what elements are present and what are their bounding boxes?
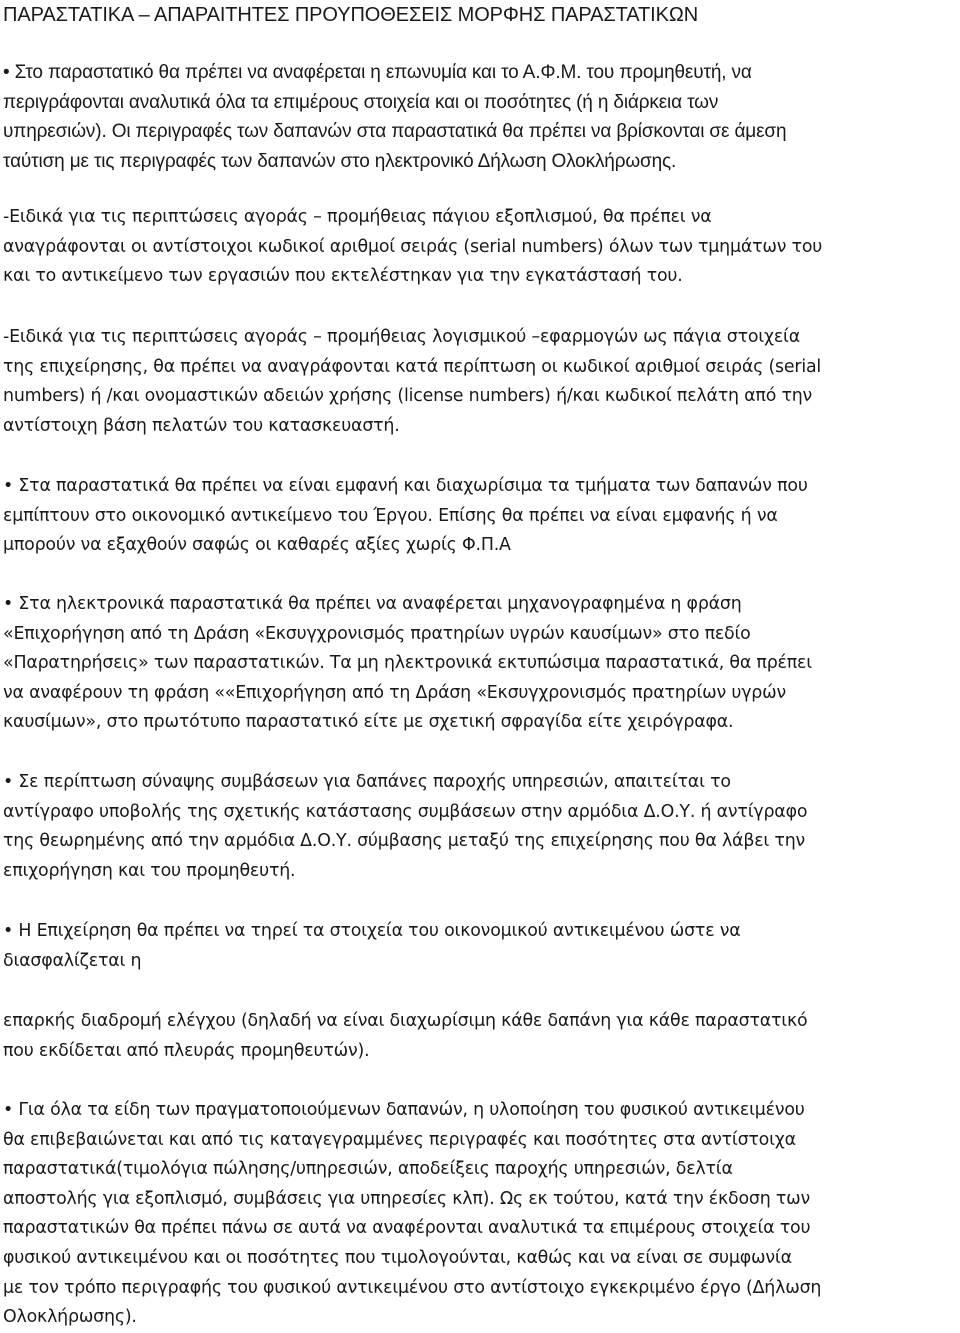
paragraph-separable-costs — [3, 472, 955, 561]
paragraph-line: αναγράφονται οι αντίστοιχοι κωδικοί αριθμοί σειράς (serial numbers) όλων των τμημάτων του — [3, 236, 823, 257]
paragraph-software — [3, 323, 955, 441]
paragraph-line: «Επιχορήγηση από τη Δράση «Εκσυγχρονισμός πρατηρίων υγρών καυσίμων» στο πεδίο — [3, 623, 751, 644]
paragraph-line: Ολοκλήρωσης). — [3, 1307, 137, 1328]
paragraph-service-contracts — [3, 768, 955, 886]
paragraph-line: με τον τρόπο περιγραφής του φυσικού αντικειμένου στο αντίστοιχο εγκεκριμένο έργο (Δήλωση — [3, 1277, 822, 1298]
paragraph-line: της επιχείρησης, θα πρέπει να αναγράφονται κατά περίπτωση οι κωδικοί αριθμοί σειράς (serial — [3, 356, 822, 377]
paragraph-records — [3, 917, 955, 976]
paragraph-line: και το αντικείμενο των εργασιών που εκτελέστηκαν για την εγκατάστασή του. — [3, 266, 683, 287]
paragraph-line: • Στα ηλεκτρονικά παραστατικά θα πρέπει να αναφέρεται μηχανογραφημένα η φράση — [3, 594, 742, 614]
paragraph-line: • Στο παραστατικό θα πρέπει να αναφέρεται η επωνυμία και το Α.Φ.Μ. του προμηθευτή, να — [3, 62, 752, 83]
paragraph-line: διασφαλίζεται η — [3, 950, 142, 971]
paragraph-line: • Σε περίπτωση σύναψης συμβάσεων για δαπάνες παροχής υπηρεσιών, απαιτείται το — [3, 772, 731, 792]
paragraph-line: numbers) ή /και ονομαστικών αδειών χρήσης (license numbers) ή/και κωδικοί πελάτη από την — [3, 386, 813, 407]
paragraph-line: • Στα παραστατικά θα πρέπει να είναι εμφανή και διαχωρίσιμα τα τμήματα των δαπανών που — [3, 476, 808, 496]
paragraph-line: να αναφέρουν τη φράση ««Επιχορήγηση από τη Δράση «Εκσυγχρονισμός πρατηρίων υγρών — [3, 682, 787, 703]
paragraph-line: παραστατικών θα πρέπει πάνω σε αυτά να αναφέρονται αναλυτικά τα επιμέρους στοιχεία του — [3, 1218, 811, 1239]
paragraph-line: • Η Επιχείρηση θα πρέπει να τηρεί τα στοιχεία του οικονομικού αντικειμένου ώστε να — [3, 921, 741, 941]
paragraph-line: -Ειδικά για τις περιπτώσεις αγοράς – προμήθειας λογισμικού –εφαρμογών ως πάγια στοιχεία — [3, 327, 800, 347]
paragraph-line: αντίγραφο υποβολής της σχετικής κατάστασης συμβάσεων στην αρμόδια Δ.Ο.Υ. ή αντίγραφο — [3, 801, 808, 822]
paragraph-line: • Για όλα τα είδη των πραγματοποιούμενων δαπανών, η υλοποίηση του φυσικού αντικειμένου — [3, 1100, 805, 1120]
paragraph-grant-phrase — [3, 590, 955, 738]
paragraph-supplier-details — [3, 58, 955, 176]
paragraph-line: καυσίμων», στο πρωτότυπο παραστατικό είτε με σχετική σφραγίδα είτε χειρόγραφα. — [3, 712, 734, 733]
paragraph-line: παραστατικά(τιμολόγια πώλησης/υπηρεσιών, αποδείξεις παροχής υπηρεσιών, δελτία — [3, 1159, 733, 1180]
paragraph-line: -Ειδικά για τις περιπτώσεις αγοράς – προμήθειας πάγιου εξοπλισμού, θα πρέπει να — [3, 207, 712, 227]
paragraph-line: αντίστοιχη βάση πελατών του κατασκευαστή. — [3, 415, 400, 436]
paragraph-audit-trail — [3, 1007, 955, 1066]
paragraph-line: της θεωρημένης από την αρμόδια Δ.Ο.Υ. σύμβασης μεταξύ της επιχείρησης που θα λάβει την — [3, 831, 806, 852]
paragraph-line: εμπίπτουν στο οικονομικό αντικείμενο του Έργου. Επίσης θα πρέπει να είναι εμφανής ή να — [3, 505, 778, 526]
document-title: ΠΑΡΑΣΤΑΤΙΚΑ – ΑΠΑΡΑΙΤΗΤΕΣ ΠΡΟΥΠΟΘΕΣΕΙΣ ΜΟΡΦΗΣ ΠΑΡΑΣΤΑΤΙΚΩΝ — [3, 4, 699, 26]
paragraph-line: υπηρεσιών). Οι περιγραφές των δαπανών στα παραστατικά θα πρέπει να βρίσκονται σε άμεση — [3, 121, 787, 142]
paragraph-line: αποστολής για εξοπλισμό, συμβάσεις για υπηρεσίες κλπ). Ως εκ τούτου, κατά την έκδοση των — [3, 1188, 811, 1209]
paragraph-fixed-equipment — [3, 203, 955, 292]
paragraph-line: θα επιβεβαιώνεται και από τις καταγεγραμμένες περιγραφές και ποσότητες στα αντίστοιχα — [3, 1129, 796, 1150]
paragraph-line: επιχορήγηση και του προμηθευτή. — [3, 860, 296, 881]
paragraph-line: επαρκής διαδρομή ελέγχου (δηλαδή να είναι διαχωρίσιμη κάθε δαπάνη για κάθε παραστατικό — [3, 1011, 808, 1031]
paragraph-line: ταύτιση με τις περιγραφές των δαπανών στο ηλεκτρονικό Δήλωση Ολοκλήρωσης. — [3, 150, 677, 172]
paragraph-line: περιγράφονται αναλυτικά όλα τα επιμέρους στοιχεία και οι ποσότητες (ή η διάρκεια των — [3, 91, 719, 113]
paragraph-line: μπορούν να εξαχθούν σαφώς οι καθαρές αξίες χωρίς Φ.Π.Α — [3, 535, 511, 556]
paragraph-line: φυσικού αντικειμένου και οι ποσότητες που τιμολογούνται, καθώς και να είναι σε συμφωνία — [3, 1247, 792, 1268]
paragraph-line: που εκδίδεται από πλευράς προμηθευτών). — [3, 1040, 370, 1061]
paragraph-line: «Παρατηρήσεις» των παραστατικών. Τα μη ηλεκτρονικά εκτυπώσιμα παραστατικά, θα πρέπει — [3, 653, 812, 674]
paragraph-verification — [3, 1096, 955, 1333]
